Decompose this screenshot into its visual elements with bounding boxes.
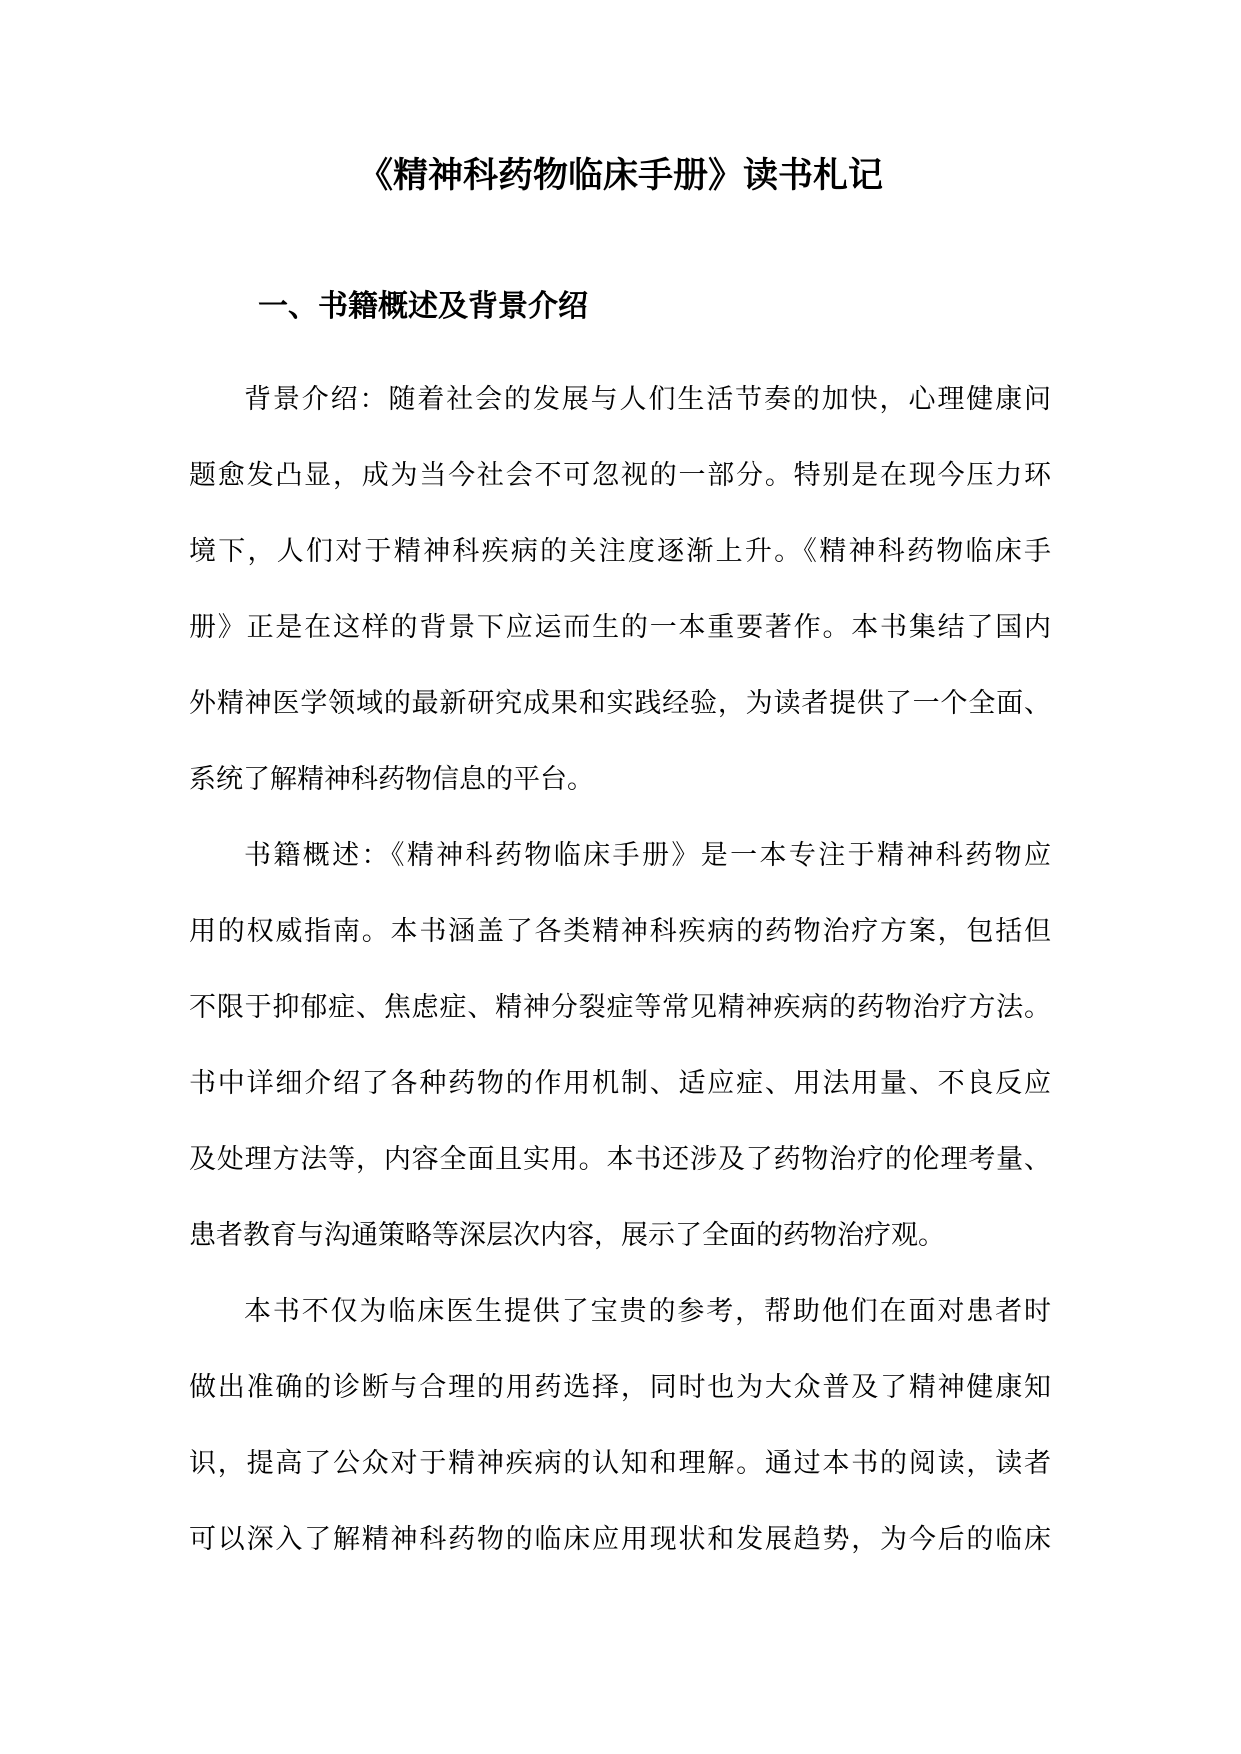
paragraph-line: 外精神医学领域的最新研究成果和实践经验，为读者提供了一个全面、	[189, 688, 1051, 719]
section-heading: 一、书籍概述及背景介绍	[258, 289, 588, 324]
paragraph-line: 题愈发凸显，成为当今社会不可忽视的一部分。特别是在现今压力环	[189, 460, 1051, 491]
paragraph-line: 系统了解精神科药物信息的平台。	[189, 764, 594, 795]
paragraph-line: 书籍概述：《精神科药物临床手册》是一本专注于精神科药物应	[244, 840, 1051, 871]
paragraph-line: 患者教育与沟通策略等深层次内容，展示了全面的药物治疗观。	[189, 1220, 945, 1251]
paragraph-line: 背景介绍：随着社会的发展与人们生活节奏的加快，心理健康问	[244, 384, 1051, 415]
paragraph-line: 用的权威指南。本书涵盖了各类精神科疾病的药物治疗方案，包括但	[189, 916, 1051, 947]
paragraph-overview	[189, 818, 1051, 1274]
paragraph-line: 可以深入了解精神科药物的临床应用现状和发展趋势，为今后的临床	[189, 1524, 1051, 1555]
paragraph-significance	[189, 1274, 1051, 1578]
paragraph-line: 识，提高了公众对于精神疾病的认知和理解。通过本书的阅读，读者	[189, 1448, 1051, 1479]
paragraph-line: 做出准确的诊断与合理的用药选择，同时也为大众普及了精神健康知	[189, 1372, 1051, 1403]
paragraph-line: 本书不仅为临床医生提供了宝贵的参考，帮助他们在面对患者时	[244, 1296, 1051, 1327]
document-body	[189, 362, 1051, 1578]
paragraph-line: 不限于抑郁症、焦虑症、精神分裂症等常见精神疾病的药物治疗方法。	[189, 992, 1051, 1023]
paragraph-line: 境下，人们对于精神科疾病的关注度逐渐上升。《精神科药物临床手	[189, 536, 1051, 567]
paragraph-line: 书中详细介绍了各种药物的作用机制、适应症、用法用量、不良反应	[189, 1068, 1051, 1099]
paragraph-line: 及处理方法等，内容全面且实用。本书还涉及了药物治疗的伦理考量、	[189, 1144, 1051, 1175]
paragraph-background	[189, 362, 1051, 818]
paragraph-line: 册》正是在这样的背景下应运而生的一本重要著作。本书集结了国内	[189, 612, 1051, 643]
document-title: 《精神科药物临床手册》读书札记	[357, 156, 883, 196]
